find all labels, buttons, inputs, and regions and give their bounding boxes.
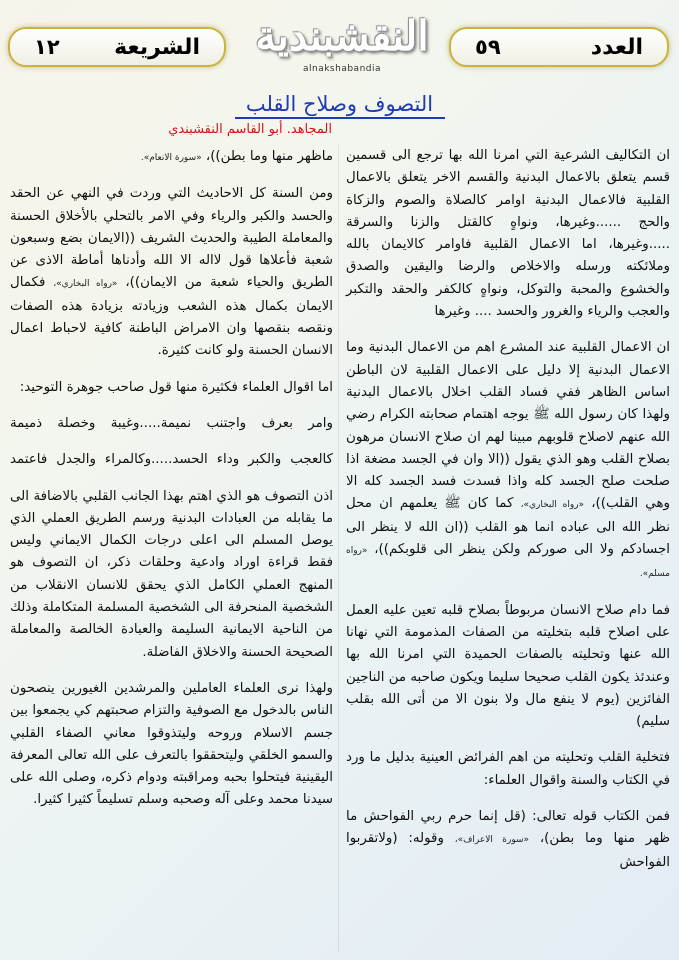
paragraph-text: ماظهر منها وما بطن))،: [205, 149, 333, 164]
logo-title: النقشبندية: [255, 12, 429, 60]
paragraph: [10, 146, 333, 169]
issue-label: العدد: [590, 34, 643, 60]
paragraph-text: فكمال الايمان بكمال هذه الشعب وزيادته بزيادة هذه الصفات ونقصه بنقصها وان الامراض الباطنة كافية لاحباط اعمال الانسان الحسنة ولو كانت كثيرة.: [10, 275, 333, 359]
paragraph-text: فتخلية القلب وتحليته من اهم الفرائض العينية بدليل ما ورد في الكتاب والسنة واقوال العلماء:: [346, 750, 670, 788]
issue-number: ٥٩: [475, 35, 501, 59]
page-number: ١٢: [34, 35, 60, 59]
paragraph: [10, 377, 333, 399]
citation: «رواه مسلم».: [346, 546, 670, 580]
paragraph-text: وقوله: (ولاتقربوا الفواحش: [346, 831, 670, 870]
poem-verse: وامر بعرف واجتنب نميمة.....وغيبة وخصلة ذميمة: [10, 415, 333, 431]
magazine-logo: [236, 8, 448, 78]
section-badge: [8, 27, 226, 67]
citation: «سورة الاعراف»،: [454, 835, 530, 846]
paragraph: [346, 806, 670, 874]
citation: «سورة الانعام».: [140, 153, 202, 163]
right-column: [346, 145, 670, 874]
column-divider: [338, 145, 339, 953]
paragraph: [10, 183, 333, 362]
paragraph-text: ان التكاليف الشرعية التي امرنا الله بها ترجع الى قسمين قسم يتعلق بالاعمال البدنية والقسم الاخر يتعلق بالاعمال القلبية فالاعمال البدنية اوامر كالصلاة والصوم والزكاة والحج ......وغيرها، ونواهٍ كالقتل والزنا والسرقة .....وغيرها، اما الاعمال القلبية فاوامر كالايمان بالله وملائكته ورسله والاخلاص والرضا واليقين والصدق والخشوع والمحبة والتوكل، ونواهٍ كالكفر والحقد والتكبر والعجب والرياء والغرور والحسد .... وغيرها: [346, 148, 670, 320]
title-underline: [235, 117, 445, 119]
paragraph-text: ومن السنة كل الاحاديث التي وردت في النهي عن الحقد والحسد والكبر والرياء وفي الامر بالتحلي بالأخلاق الحسنة والمعاملة الطيبة والحديث الشريف ((الايمان بضع وسبعون شعبة فأعلاها قول لااله الا الله وأدناها أماطة الاذى عن الطريق والحياء شعبة من الايمان))،: [10, 186, 333, 291]
paragraph-text: فمن الكتاب قوله تعالى: (قل إنما حرم ربي الفواحش ما ظهر منها وما بطن)،: [346, 809, 670, 847]
citation: «رواه البخاري»،: [53, 279, 118, 290]
paragraph-text: كما كان ﷺ يعلمهم ان محل نظر الله الى عباده انما هو القلب ((ان الله لا ينظر الى اجسادكم ولا الى صوركم ولكن ينظر الى قلوبكم))،: [346, 496, 671, 558]
article-author: المجاهد. أبو القاسم النقشبندي: [168, 122, 332, 137]
poem-verse: كالعجب والكبر وداء الحسد.....وكالمراء والجدل فاعتمد: [10, 452, 333, 468]
logo-subtitle: alnakshabandia: [302, 64, 381, 74]
paragraph-text: اما اقوال العلماء فكثيرة منها قول صاحب جوهرة التوحيد:: [19, 379, 333, 395]
paragraph: [346, 747, 670, 792]
paragraph-text: اذن التصوف هو الذي اهتم بهذا الجانب القلبي بالاضافة الى ما يقابله من العبادات البدنية ورسم الطريق العملي الذي يوصل المسلم الى اعلى درجات الكمال الايماني وليس فقط قراءة اوراد وادعية وحلقات ذكر، ان التصوف هو المنهج العملي الكامل الذي يحقق للانسان الانقلاب من الشخصية المنحرفة الى الشخصية المسلمة المتكاملة وذلك من الناحية الايمانية السليمة والعبادة الخالصة والمعاملة الصحيحة الحسنة والاخلاق الفاضلة.: [10, 488, 333, 660]
section-label: الشريعة: [114, 34, 200, 60]
paragraph-text: فما دام صلاح الانسان مربوطاً بصلاح قلبه تعين عليه العمل على اصلاح قلبه بتخليته من الصفات المذمومة التي نهانا الله عنها وتحليته بالصفات الحميدة التي امرنا الله بها وعندئذ يكون القلب صحيحا سليما ويكون صاحبه من الناجين الفائزين (يوم لا ينفع مال ولا بنون الا من أتى الله بقلب سليم): [346, 602, 670, 730]
citation: «رواه البخاري»،: [520, 500, 585, 511]
issue-badge: [449, 27, 669, 67]
paragraph: [10, 486, 333, 664]
paragraph: [10, 678, 333, 812]
article-title: التصوف وصلاح القلب: [245, 92, 434, 116]
paragraph: [346, 337, 670, 585]
paragraph-text: ان الاعمال القلبية عند المشرع اهم من الاعمال البدنية وما الاعمال البدنية إلا دليل على الاعمال القلبية لان الباطن اساس الظاهر ففي فساد القلب اخلال بالاعمال البدنية ولهذا كان رسول الله ﷺ يوجه اهتمام صحابته الكرام رضي الله عنهم لاصلاح قلوبهم مبينا لهم ان صلاح الانسان مرهون بصلاح القلب وهو الذي يقول ((الا وان في الجسد مضغة اذا صلحت صلح الجسد كله واذا فسدت فسد الجسد كله الا وهي القلب))،: [346, 340, 670, 512]
page-header: [0, 0, 679, 90]
paragraph: [346, 600, 670, 734]
paragraph-text: ولهذا نرى العلماء العاملين والمرشدين الغيورين ينصحون الناس بالدخول مع الصوفية والتزام صحبتهم كي يجمعوا بين جسم الاسلام وروحه وليتذوقوا معاني الصفاء القلبي والسمو الخلقي وليتحققوا بالتعرف على الله تعالى المعرفة اليقينية فيتحلوا بحبه ومراقبته ودوام ذكره، وصلى الله على سيدنا محمد وعلى آله وصحبه وسلم تسليماً كثيرا كثيرا.: [10, 680, 333, 808]
left-column: [10, 146, 333, 812]
paragraph: [346, 145, 670, 323]
